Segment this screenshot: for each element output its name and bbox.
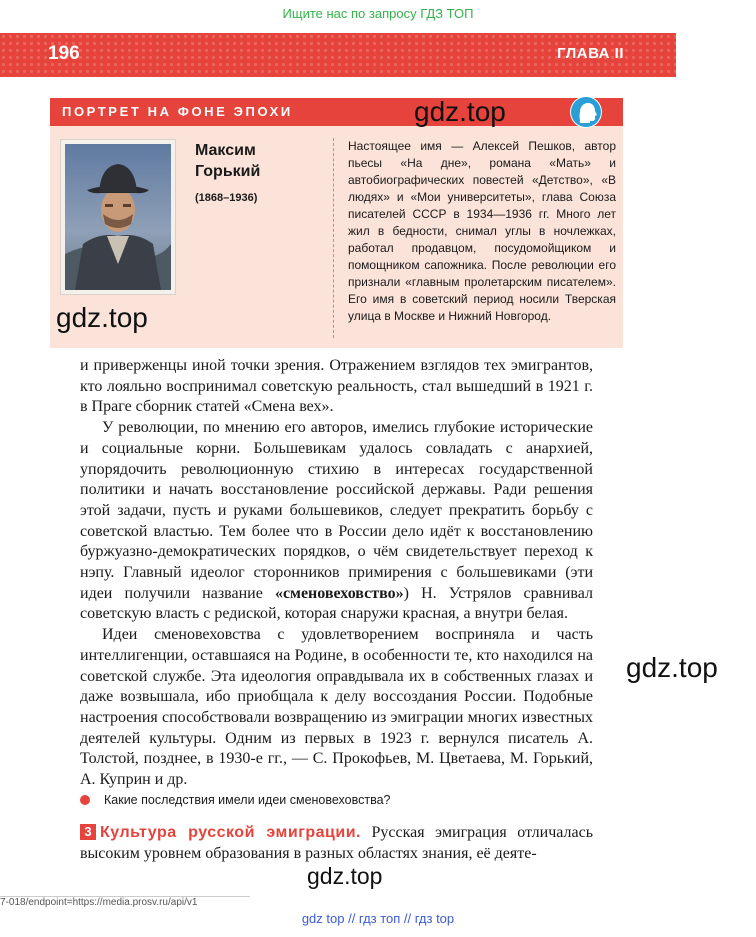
portrait-header [50, 98, 623, 126]
gorky-portrait-image [61, 140, 175, 294]
watermark: gdz.top [626, 652, 718, 683]
person-dates: (1868–1936) [195, 192, 258, 204]
page-number: 196 [48, 43, 80, 64]
main-text [80, 356, 593, 791]
chapter-label: ГЛАВА II [557, 45, 624, 62]
top-banner: Ищите нас по запросу ГДЗ ТОП [282, 6, 474, 21]
watermark: gdz.top [56, 302, 148, 333]
person-name-block [195, 140, 315, 204]
url-fragment: 7-018/endpoint=https://media.prosv.ru/api/v1 [0, 896, 250, 911]
paragraph [80, 418, 593, 625]
footer-links: gdz top // гдз топ // гдз top [301, 911, 455, 926]
section-number: 3 [80, 824, 96, 840]
paragraph-text: У революции, по мнению его авторов, имелись глубокие исторические и социальные корни. Большевикам удалось совладать с анархией, упорядочить революционную стихию в интересах государственной политики и начать восстановление российской державы. Ради решения этой задачи, пусть и руками большевиков, следует прекратить борьбу с советской властью. Тем более что в России дело идёт к восстановлению буржуазно-демократических порядков, о чём свидетельствует переход к нэпу. Главный идеолог сторонников примирения с большевиками (эти идеи получили название [80, 419, 593, 602]
bio-divider [333, 138, 334, 338]
section-paragraph [80, 822, 593, 864]
head-profile-icon [570, 96, 602, 128]
review-question [80, 793, 593, 807]
person-first-name: Максим [195, 142, 256, 159]
section-text: Русская эмиграция отличалась высоким уровнем образования в разных областях знания, её деяте- [80, 824, 593, 862]
paragraph: Идеи сменовеховства с удовлетворением восприняла и часть интеллигенции, оставшаяся на Родине, в особенности те, кто находился на советской службе. Эта идеология оправдывала их в собственных глазах и даже возвышала, ибо приобщала к делу воссоздания России. Подобные настроения способствовали возвращению из эмиграции многих известных деятелей культуры. Одним из первых в 1923 г. вернулся писатель А. Толстой, позднее, в 1930-е гг., — С. Прокофьев, М. Цветаева, М. Горький, А. Куприн и др. [80, 626, 593, 789]
person-biography: Настоящее имя — Алексей Пешков, автор пьесы «На дне», романа «Мать» и автобиографических повестей «Детство», «В людях» и «Мои университеты», глава Союза писателей СССР в 1934—1936 гг. Много лет жил в бедности, снимал углы в ночлежках, работал продавцом, посудомойщиком и помощником сапожника. После революции его признали «главным пролетарским писателем». Его имя в советский период носили Тверская улица в Москве и Нижний Новгород. [348, 139, 616, 323]
page-header [0, 33, 676, 77]
watermark: gdz.top [414, 96, 506, 127]
question-text: Какие последствия имели идеи сменовеховства? [104, 793, 391, 807]
person-last-name: Горький [195, 163, 261, 180]
question-bullet-icon [80, 795, 90, 805]
portrait-title: ПОРТРЕТ НА ФОНЕ ЭПОХИ [62, 104, 293, 119]
key-term: «сменовеховство» [274, 584, 404, 602]
paragraph: и приверженцы иной точки зрения. Отражением взглядов тех эмигрантов, кто лояльно воспринимал советскую реальность, стал вышедший в 1921 г. в Праге сборник статей «Смена вех». [80, 357, 593, 416]
paragraph-text: ) Н. Устрялов сравнивал советскую власть с редиской, которая снаружи красная, а внутри белая. [80, 584, 593, 623]
watermark: gdz.top [307, 863, 383, 889]
section-title: Культура русской эмиграции. [100, 824, 361, 841]
